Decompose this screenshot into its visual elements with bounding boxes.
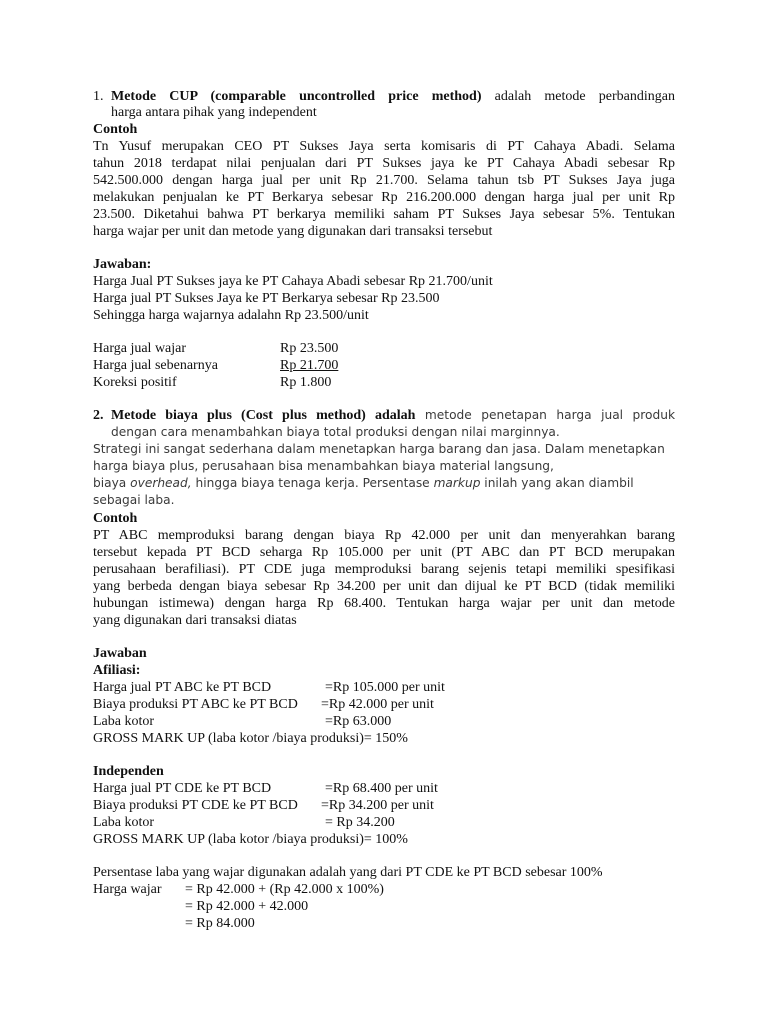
table-label: Harga jual wajar — [93, 341, 187, 356]
independen-label: Harga jual PT CDE ke PT BCD — [93, 781, 272, 796]
table-label: Harga jual sebenarnya — [93, 358, 218, 373]
table-value: Rp 21.700 — [280, 358, 339, 373]
section-1-paragraph-line: tahun 2018 terdapat nilai penjualan dari PT Sukses jaya ke PT Cahaya Abadi sebesar Rp — [93, 156, 675, 171]
independen-label: Laba kotor — [93, 815, 155, 830]
section-1-contoh: Contoh — [93, 122, 138, 137]
section-2-paragraph-line: yang berbeda dengan biaya sebesar Rp 34.200 per unit dan dijual ke PT BCD (tidak memiliki — [93, 579, 675, 594]
section-2-description-line — [93, 475, 634, 492]
independen-label: Biaya produksi PT CDE ke PT BCD — [93, 798, 298, 813]
table-label: Koreksi positif — [93, 375, 177, 390]
section-1-answer-line: Harga jual PT Sukses Jaya ke PT Berkarya sebesar Rp 23.500 — [93, 291, 440, 306]
independen-value: = Rp 34.200 — [325, 815, 395, 830]
section-2-paragraph-line: hubungan istimewa) dengan harga Rp 68.400. Tentukan harga wajar per unit dan metode — [93, 596, 675, 611]
section-1-jawaban: Jawaban: — [93, 257, 152, 272]
section-2-title-rest: metode penetapan harga jual produk — [415, 408, 675, 422]
desc-italic: markup — [433, 476, 481, 490]
afiliasi-heading: Afiliasi: — [93, 663, 141, 678]
section-1-answer-line: Sehingga harga wajarnya adalahn Rp 23.500/unit — [93, 308, 369, 323]
table-value: Rp 1.800 — [280, 375, 332, 390]
afiliasi-label: Laba kotor — [93, 714, 155, 729]
section-2-contoh: Contoh — [93, 511, 138, 526]
section-2-number: 2. — [93, 408, 104, 423]
section-2-paragraph-line: PT ABC memproduksi barang dengan biaya Rp 42.000 per unit dan menyerahkan barang — [93, 528, 675, 543]
harga-wajar-line: = Rp 42.000 + (Rp 42.000 x 100%) — [185, 882, 384, 897]
desc-text: hingga biaya tenaga kerja. Persentase — [191, 476, 434, 490]
section-1-number: 1. — [93, 89, 104, 104]
section-2-description-line: harga biaya plus, perusahaan bisa menambahkan biaya material langsung, — [93, 459, 554, 473]
section-1-answer-line: Harga Jual PT Sukses jaya ke PT Cahaya Abadi sebesar Rp 21.700/unit — [93, 274, 493, 289]
afiliasi-label: Biaya produksi PT ABC ke PT BCD — [93, 697, 298, 712]
desc-text: biaya — [93, 476, 131, 490]
harga-wajar-label: Harga wajar — [93, 882, 162, 897]
independen-value: =Rp 68.400 per unit — [325, 781, 438, 796]
section-1-paragraph-line: harga wajar per unit dan metode yang digunakan dari transaksi tersebut — [93, 224, 493, 239]
section-2-heading-line2: dengan cara menambahkan biaya total produksi dengan nilai marginnya. — [111, 425, 560, 439]
section-2-description-line: sebagai laba. — [93, 493, 175, 507]
section-2-jawaban: Jawaban — [93, 646, 147, 661]
afiliasi-value: =Rp 42.000 per unit — [321, 697, 434, 712]
persentase-line: Persentase laba yang wajar digunakan adalah yang dari PT CDE ke PT BCD sebesar 100% — [93, 865, 603, 880]
harga-wajar-line: = Rp 42.000 + 42.000 — [185, 899, 309, 914]
afiliasi-value: =Rp 105.000 per unit — [325, 680, 445, 695]
section-1-title-rest: adalah metode perbandingan — [481, 89, 675, 104]
harga-wajar-line: = Rp 84.000 — [185, 916, 255, 931]
table-value: Rp 23.500 — [280, 341, 339, 356]
section-1-paragraph-line: melakukan penjualan ke PT Berkarya sebesar Rp 216.200.000 dengan harga jual per unit Rp — [93, 190, 675, 205]
section-1-heading-line2: harga antara pihak yang independent — [111, 105, 317, 120]
afiliasi-gross-markup: GROSS MARK UP (laba kotor /biaya produksi)= 150% — [93, 731, 408, 746]
section-2-description-line: Strategi ini sangat sederhana dalam menetapkan harga barang dan jasa. Dalam menetapkan — [93, 442, 665, 456]
section-1-heading — [111, 88, 675, 105]
afiliasi-value: =Rp 63.000 — [325, 714, 392, 729]
section-1-paragraph-line: 23.500. Diketahui bahwa PT berkarya memiliki saham PT Sukses Jaya sebesar 5%. Tentukan — [93, 207, 675, 222]
independen-heading: Independen — [93, 764, 164, 779]
independen-value: =Rp 34.200 per unit — [321, 798, 434, 813]
desc-text: inilah yang akan diambil — [480, 476, 634, 490]
section-2-paragraph-line: perusahaan berafiliasi). PT CDE juga memproduksi barang sejenis tetapi memiliki spesifikasi — [93, 562, 675, 577]
desc-italic: overhead, — [130, 476, 192, 490]
section-2-paragraph-line: yang digunakan dari transaksi diatas — [93, 613, 297, 628]
section-1-title: Metode CUP (comparable uncontrolled price method) — [111, 89, 482, 104]
section-2-heading — [111, 407, 675, 424]
section-1-paragraph-line: Tn Yusuf merupakan CEO PT Sukses Jaya serta komisaris di PT Cahaya Abadi. Selama — [93, 139, 675, 154]
section-2-paragraph-line: tersebut kepada PT BCD seharga Rp 105.000 per unit (PT ABC dan PT BCD merupakan — [93, 545, 675, 560]
afiliasi-label: Harga jual PT ABC ke PT BCD — [93, 680, 272, 695]
section-2-title: Metode biaya plus (Cost plus method) adalah — [111, 408, 416, 423]
independen-gross-markup: GROSS MARK UP (laba kotor /biaya produksi)= 100% — [93, 832, 408, 847]
section-1-paragraph-line: 542.500.000 dengan harga jual per unit Rp 21.700. Selama tahun tsb PT Sukses Jaya juga — [93, 173, 675, 188]
